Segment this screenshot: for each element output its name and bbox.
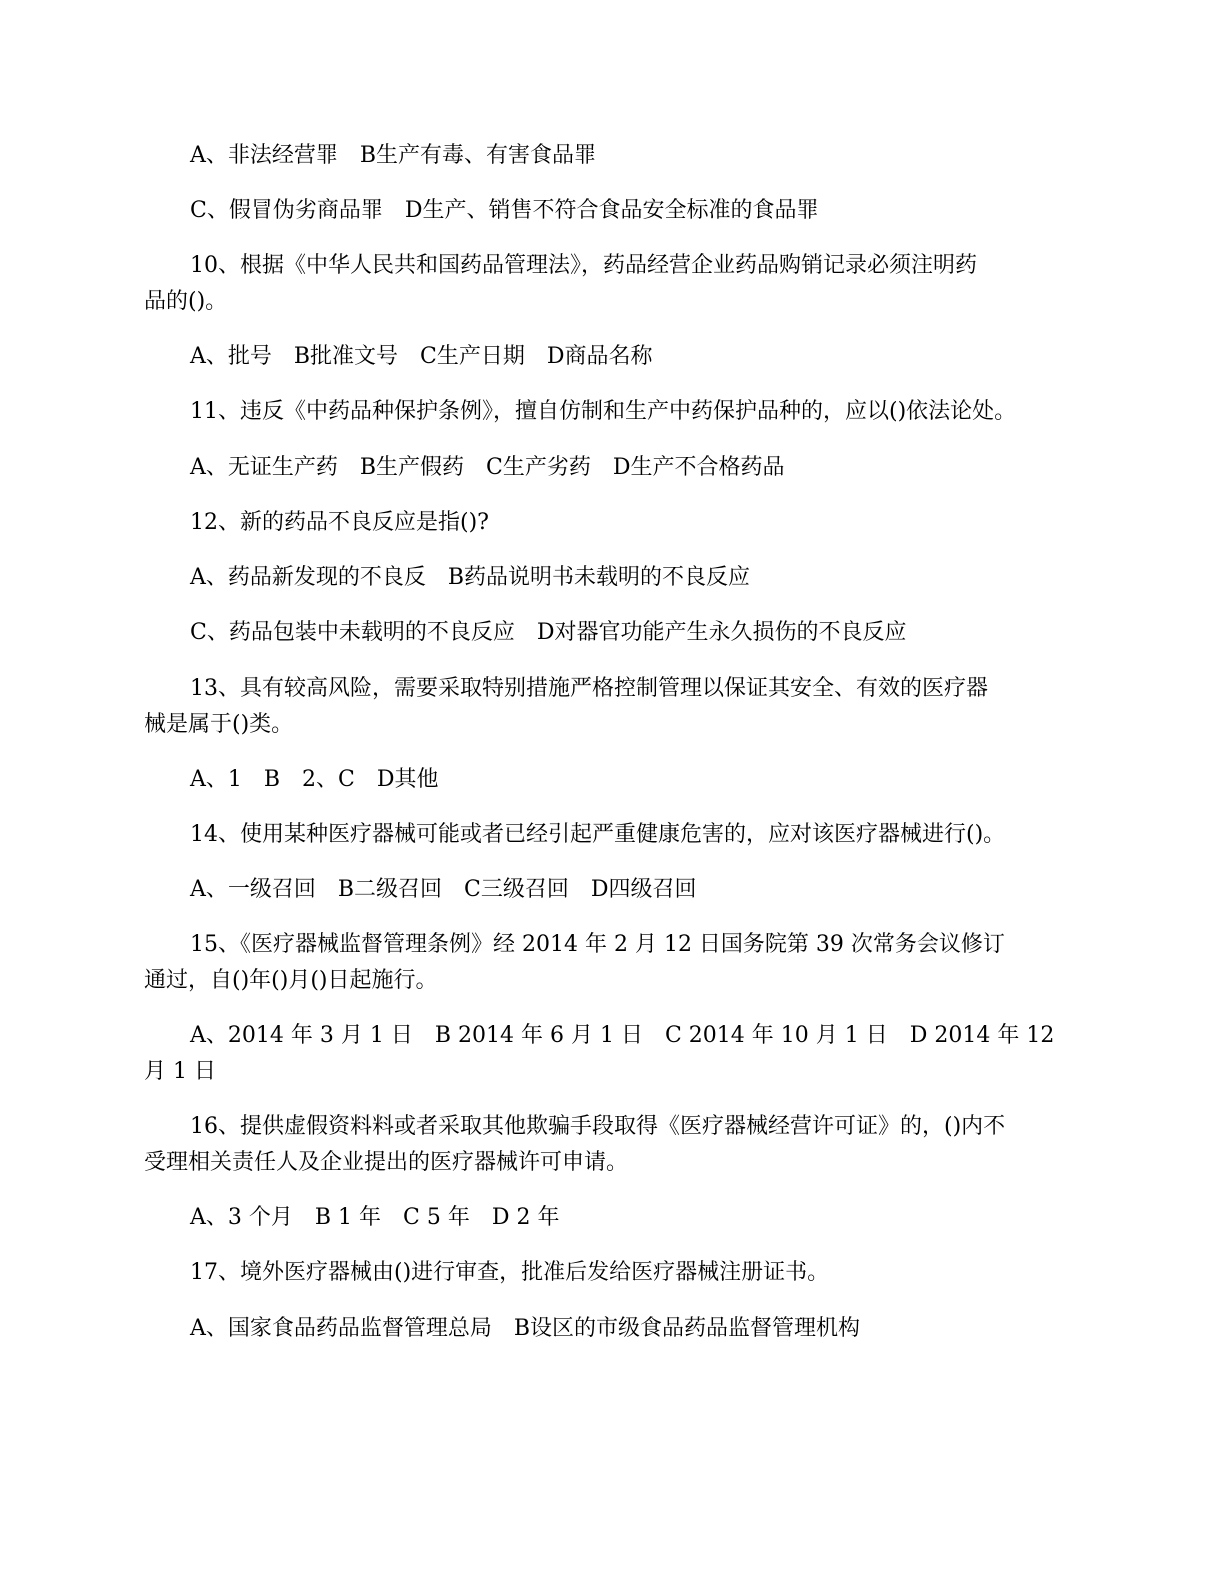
option-line: C、假冒伪劣商品罪 D生产、销售不符合食品安全标准的食品罪 — [190, 198, 819, 223]
question-16-cont: 受理相关责任人及企业提出的医疗器械许可申请。 — [144, 1150, 629, 1175]
question-15: 15、《医疗器械监督管理条例》经 2014 年 2 月 12 日国务院第 39 次常务会议修订 — [190, 932, 1005, 957]
option-line: A、1 B 2、C D其他 — [190, 767, 439, 792]
option-line: A、一级召回 B二级召回 C三级召回 D四级召回 — [190, 877, 697, 902]
option-line: A、3 个月 B 1 年 C 5 年 D 2 年 — [190, 1205, 560, 1230]
question-16: 16、提供虚假资料料或者采取其他欺骗手段取得《医疗器械经营许可证》的，()内不 — [190, 1114, 1006, 1139]
question-15-cont: 通过，自()年()月()日起施行。 — [144, 968, 438, 993]
option-line: A、药品新发现的不良反 B药品说明书未载明的不良反应 — [190, 565, 751, 590]
question-14: 14、使用某种医疗器械可能或者已经引起严重健康危害的，应对该医疗器械进行()。 — [190, 822, 1006, 847]
option-line: A、非法经营罪 B生产有毒、有害食品罪 — [190, 143, 597, 168]
question-13: 13、具有较高风险，需要采取特别措施严格控制管理以保证其安全、有效的医疗器 — [190, 676, 988, 701]
option-line-cont: 月 1 日 — [144, 1059, 216, 1084]
question-11: 11、违反《中药品种保护条例》，擅自仿制和生产中药保护品种的，应以()依法论处。 — [190, 399, 1017, 424]
question-13-cont: 械是属于()类。 — [144, 712, 294, 737]
question-12: 12、新的药品不良反应是指()? — [190, 510, 489, 535]
option-line: A、批号 B批准文号 C生产日期 D商品名称 — [190, 344, 653, 369]
question-17: 17、境外医疗器械由()进行审查，批准后发给医疗器械注册证书。 — [190, 1260, 830, 1285]
option-line: A、国家食品药品监督管理总局 B设区的市级食品药品监督管理机构 — [190, 1316, 861, 1341]
option-line: A、2014 年 3 月 1 日 B 2014 年 6 月 1 日 C 2014 年 10 月 1 日 D 2014 年 12 — [190, 1023, 1055, 1048]
option-line: C、药品包装中未载明的不良反应 D对器官功能产生永久损伤的不良反应 — [190, 620, 907, 645]
question-10-cont: 品的()。 — [144, 289, 228, 314]
question-10: 10、根据《中华人民共和国药品管理法》，药品经营企业药品购销记录必须注明药 — [190, 253, 977, 278]
option-line: A、无证生产药 B生产假药 C生产劣药 D生产不合格药品 — [190, 455, 785, 480]
